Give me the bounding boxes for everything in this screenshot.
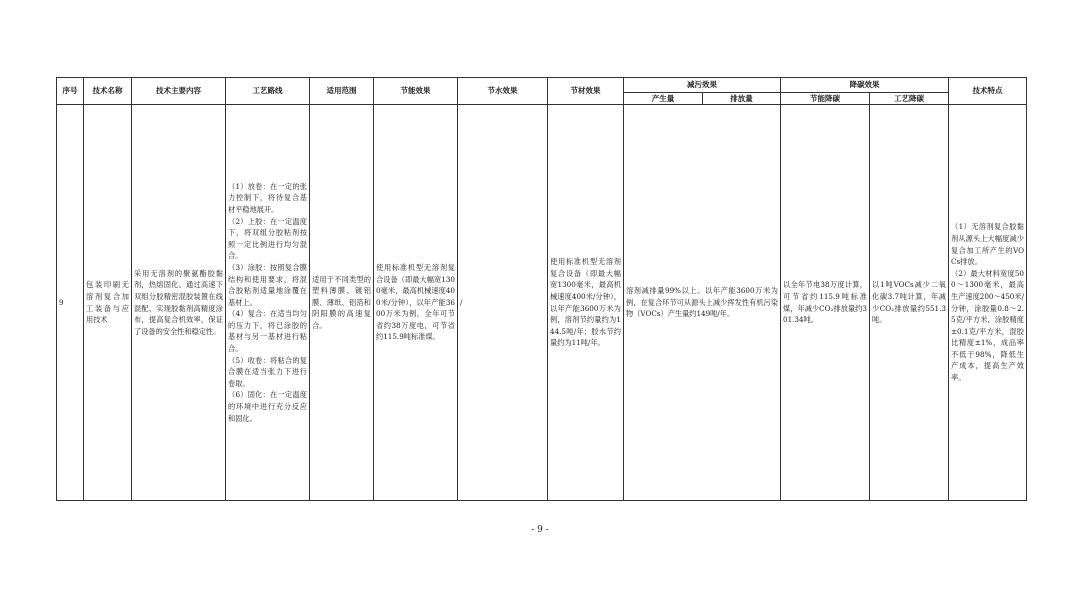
- cell-process-route: （1）放卷：在一定的张力控制下，将待复合基材平稳地展开。 （2）上胶：在一定温度下，将双组分胶粘剂按照一定比例进行均匀混合。 （3）涂胶：按照复合膜结构和使用要求，将混合胶粘剂适量地涂覆在基材上。 （4）复合：在适当均匀的压力下，将已涂胶的基材与另一基材进行粘合。 （5）收卷：将粘合的复合膜在适当张力下进行卷取。 （6）固化：在一定温度的环境中进行充分反应和固化。: [226, 105, 310, 501]
- cell-energy-effect: 使用标准机型无溶剂复合设备（即最大幅宽1300毫米，最高机械速度400米/分钟），以年产能3600万米为例，全年可节省约38万度电，可节省约115.9吨标准煤。: [374, 105, 458, 501]
- header-scope: 适用范围: [310, 78, 374, 105]
- header-seq: 序号: [57, 78, 84, 105]
- header-pollution-generated: 产生量: [624, 93, 703, 105]
- cell-material-effect: 使用标准机型无溶剂复合设备（即最大幅宽1300毫米，最高机械速度400米/分钟），以年产能3600万米为例，溶剂节约量约为144.5吨/年；胶水节约量约为11吨/年。: [548, 105, 624, 501]
- header-material-effect: 节材效果: [548, 78, 624, 105]
- cell-carbon-process: 以1吨VOCs减少二氧化碳3.7吨计算，年减少CO₂排放量约551.3吨。: [870, 105, 949, 501]
- page-number: - 9 -: [531, 525, 549, 535]
- header-pollution-effect: 减污效果: [624, 78, 781, 93]
- cell-tech-name: 包装印刷无溶剂复合加工装备与应用技术: [84, 105, 132, 501]
- header-main-content: 技术主要内容: [132, 78, 226, 105]
- cell-seq: 9: [57, 105, 84, 501]
- header-carbon-effect: 降碳效果: [781, 78, 949, 93]
- cell-main-content: 采用无溶剂的聚氨酯胶黏剂，热熔固化。通过高速下双组分胶精密混胶装置在线混配，实现胶黏剂高精度涂布，提高复合机效率，保证了设备的安全性和稳定性。: [132, 105, 226, 501]
- cell-water-effect: /: [458, 105, 548, 501]
- technology-table: [56, 77, 1027, 501]
- header-carbon-process: 工艺降碳: [870, 93, 949, 105]
- header-process-route: 工艺路线: [226, 78, 310, 105]
- cell-features: （1）无溶剂复合胶黏剂从源头上大幅度减少复合加工所产生的VOCs排放。 （2）最大材料宽度500～1300毫米，最高生产速度200～450米/分钟，涂胶量0.8～2.5克/平方米，涂胶精度±0.1克/平方米，混胶比精度±1%，成品率不低于98%，降低生产成本，提高生产效率。: [949, 105, 1027, 501]
- cell-carbon-energy: 以全年节电38万度计算，可节省约115.9吨标准煤，年减少CO₂排放量约301.34吨。: [781, 105, 870, 501]
- table-row: [57, 105, 1027, 501]
- header-pollution-emitted: 排放量: [703, 93, 781, 105]
- cell-pollution-effect: 溶剂减排量99%以上。以年产能3600万米为例，在复合环节可从源头上减少挥发性有机污染物（VOCs）产生量约149吨/年。: [624, 105, 781, 501]
- cell-scope: 适用于不同类型的塑料薄膜、镀铝膜、薄纸、铝箔和阴阳膜的高速复合。: [310, 105, 374, 501]
- header-carbon-energy: 节能降碳: [781, 93, 870, 105]
- header-features: 技术特点: [949, 78, 1027, 105]
- header-tech-name: 技术名称: [84, 78, 132, 105]
- header-water-effect: 节水效果: [458, 78, 548, 105]
- header-energy-effect: 节能效果: [374, 78, 458, 105]
